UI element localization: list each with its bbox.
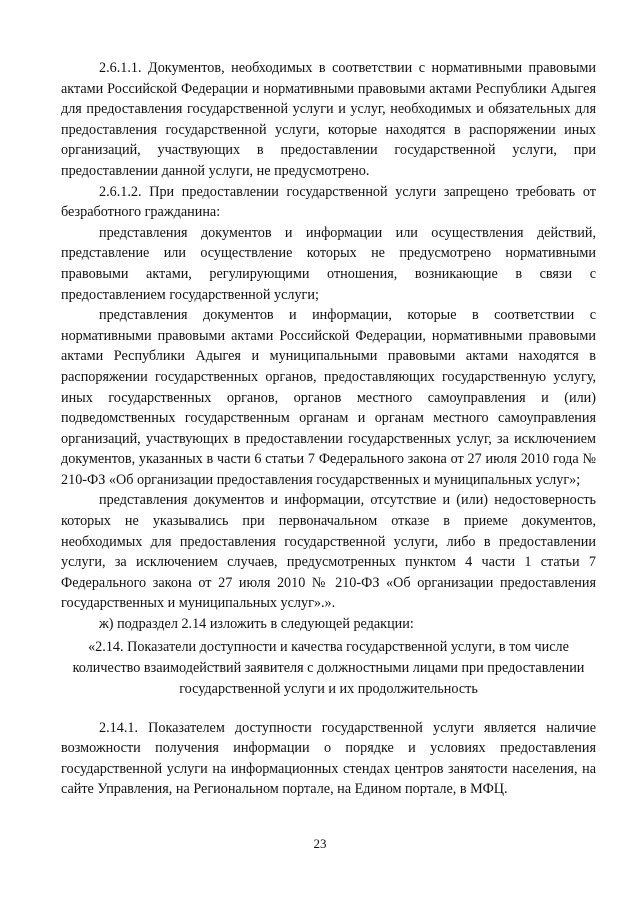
page-number: 23 [313, 836, 327, 851]
paragraph-2-6-1-1: 2.6.1.1. Документов, необходимых в соответствии с нормативными правовыми актами Российской Федерации и нормативными правовыми актами Республики Адыгея для предоставления государственной услуги и услуг, необходимых и обязательных для предоставления государственной услуги, которые находятся в распоряжении иных организаций, участвующих в предоставлении государственной услуги, при предоставлении данной услуги, не предусмотрено. [61, 60, 596, 179]
paragraph-2-14-1: 2.14.1. Показателем доступности государственной услуги является наличие возможности получения информации о порядке и условиях предоставления государственной услуги на информационных стендах центров занятости населения, на сайте Управления, на Региональном портале, на Едином портале, в МФЦ. [61, 719, 596, 798]
section-heading-2-14: «2.14. Показатели доступности и качества государственной услуги, в том числе количество взаимодействий заявителя с должностными лицами при предоставлении государственной услуги и их продолжительность [72, 638, 585, 697]
requirement-item-3: представления документов и информации, отсутствие и (или) недостоверность которых не указывались при первоначальном отказе в приеме документов, необходимых для предоставления государственной услуги, либо в предоставлении услуги, за исключением случаев, предусмотренных пунктом 4 части 1 статьи 7 Федерального закона от 27 июля 2010 № 210-ФЗ «Об организации предоставления государственных и муниципальных услуг».». [61, 492, 596, 612]
section-spacer [61, 700, 596, 718]
requirement-item-1: представления документов и информации или осуществления действий, представление или осуществление которых не предусмотрено нормативными правовыми актами, регулирующими отношения, возникающие в связи с предоставлением государственной услуги; [61, 224, 596, 303]
amendment-instruction: ж) подраздел 2.14 изложить в следующей редакции: [99, 616, 414, 633]
document-body [61, 58, 596, 800]
paragraph-2-6-1-2: 2.6.1.2. При предоставлении государственной услуги запрещено требовать от безработного гражданина: [61, 183, 596, 221]
requirement-item-2: представления документов и информации, которые в соответствии с нормативными правовыми актами Российской Федерации, нормативными правовыми актами Республики Адыгея и муниципальными правовыми актами находятся в распоряжении государственных органов, предоставляющих государственную услугу, иных государственных органов, органов местного самоуправления и (или) подведомственных государственным органам и органам местного самоуправления организаций, участвующих в предоставлении государственных услуг, за исключением документов, указанных в части 6 статьи 7 Федерального закона от 27 июля 2010 года № 210-ФЗ «Об организации предоставления государственных и муниципальных услуг»; [61, 307, 596, 488]
